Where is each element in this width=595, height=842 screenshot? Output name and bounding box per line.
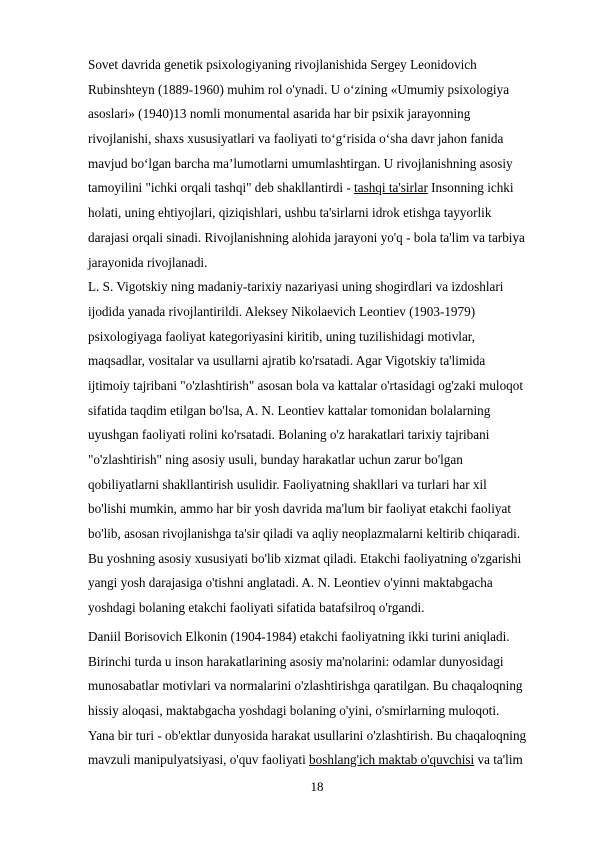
text-line: Daniil Borisovich Elkonin (1904-1984) etakchi faoliyatning ikki turini aniqladi. bbox=[88, 628, 510, 644]
text-line: Rubinshteyn (1889-1960) muhim rol o'ynadi. U o‘zining «Umumiy psixologiya bbox=[88, 81, 510, 97]
hyperlink[interactable]: tashqi ta'sirlar bbox=[354, 180, 428, 196]
line-text: va ta'lim bbox=[474, 752, 523, 768]
text-line: L. S. Vigotskiy ning madaniy-tarixiy nazariyasi uning shogirdlari va izdoshlari bbox=[88, 279, 504, 295]
text-line: qobiliyatlarni shakllantirish usulidir. Faoliyatning shakllari va turlari har xil bbox=[88, 476, 487, 492]
text-line: munosabatlar motivlari va normalarini o'zlashtirishga qaratilgan. Bu chaqaloqning bbox=[88, 678, 523, 694]
text-line: mavjud bo‘lgan barcha ma’lumotlarni umumlashtirgan. U rivojlanishning asosiy bbox=[88, 155, 513, 171]
text-line: "o'zlashtirish" ning asosiy usuli, bunday harakatlar uchun zarur bo'lgan bbox=[88, 452, 463, 467]
text-line: maqsadlar, vositalar va usullarni ajratib ko'rsatadi. Agar Vigotskiy ta'limida bbox=[88, 353, 486, 369]
line-text: tamoyilini "ichki orqali tashqi" deb shakllantirdi - bbox=[88, 180, 355, 196]
text-line: yangi yosh darajasiga o'tishni anglatadi. A. N. Leontiev o'yinni maktabgacha bbox=[88, 575, 493, 591]
text-line: asoslari» (1940)13 nomli monumental asarida har bir psixik jarayonning bbox=[88, 106, 471, 122]
text-line: Bu yoshning asosiy xususiyati bo'lib xizmat qiladi. Etakchi faoliyatning o'zgarishi bbox=[88, 550, 522, 566]
text-line: bo'lishi mumkin, ammo har bir yosh davrida ma'lum bir faoliyat etakchi faoliyat bbox=[88, 501, 511, 517]
text-line: Birinchi turda u inson harakatlarining asosiy ma'nolarini: odamlar dunyosidagi bbox=[88, 653, 504, 669]
text-line: ijtimoiy tajribani "o'zlashtirish" asosan bola va kattalar o'rtasidagi og'zaki muloqot bbox=[88, 377, 524, 393]
text-line: Yana bir turi - ob'ektlar dunyosida harakat usullarini o'zlashtirish. Bu chaqaloqning bbox=[88, 727, 527, 743]
text-line: ijodida yanada rivojlantirildi. Aleksey Nikolaevich Leontiev (1903-1979) bbox=[88, 303, 476, 319]
text-line: hissiy aloqasi, maktabgacha yoshdagi bolaning o'yini, o'smirlarning muloqoti. bbox=[88, 702, 500, 718]
text-line: uyushgan faoliyati rolini ko'rsatadi. Bolaning o'z harakatlari tarixiy tajribani bbox=[88, 427, 490, 443]
page-number: 18 bbox=[310, 779, 324, 794]
text-line: rivojlanishi, shaxs xususiyatlari va faoliyati to‘g‘risida o‘sha davr jahon fanida bbox=[88, 131, 504, 147]
paragraph bbox=[88, 625, 578, 773]
text-line bbox=[88, 176, 578, 201]
document-body bbox=[88, 53, 578, 773]
line-text: Insonning ichki bbox=[427, 180, 514, 196]
paragraph bbox=[88, 53, 578, 621]
text-line: yoshdagi bolaning etakchi faoliyati sifatida batafsilroq o'rgandi. bbox=[88, 600, 425, 616]
text-line: bo'lib, asosan rivojlanishga ta'sir qiladi va aqliy neoplazmalarni keltirib chiqaradi. bbox=[88, 526, 521, 542]
text-line: Sovet davrida genetik psixologiyaning rivojlanishida Sergey Leonidovich bbox=[88, 57, 477, 72]
hyperlink[interactable]: boshlang'ich maktab o'quvchisi bbox=[309, 752, 475, 768]
text-line bbox=[88, 748, 578, 773]
text-line: sifatida taqdim etilgan bo'lsa, A. N. Leontiev kattalar tomonidan bolalarning bbox=[88, 402, 491, 418]
text-line: holati, uning ehtiyojlari, qiziqishlari, ushbu ta'sirlarni idrok etishga tayyorlik bbox=[88, 205, 492, 221]
text-line: psixologiyaga faoliyat kategoriyasini kiritib, uning tuzilishidagi motivlar, bbox=[88, 328, 475, 344]
line-text: mavzuli manipulyatsiyasi, o'quv faoliyati bbox=[88, 752, 310, 768]
text-line: darajasi orqali sinadi. Rivojlanishning alohida jarayoni yo'q - bola ta'lim va tarbiya bbox=[88, 229, 525, 245]
text-line: jarayonida rivojlanadi. bbox=[88, 254, 208, 270]
